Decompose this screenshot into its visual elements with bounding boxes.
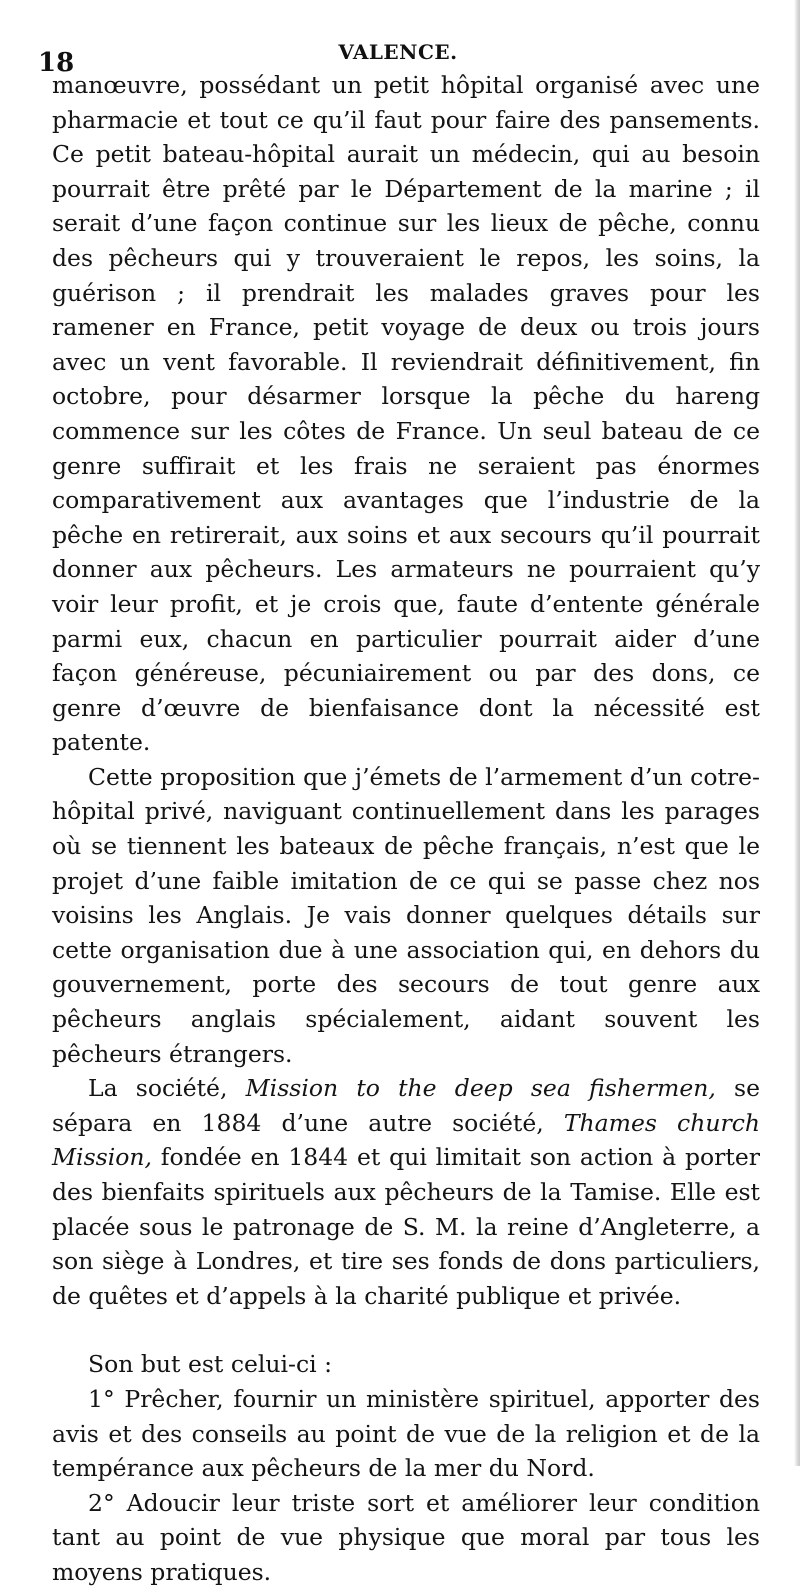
- society-name-mission: Mission to the deep sea fishermen,: [245, 1074, 716, 1103]
- body-text: [52, 68, 760, 1590]
- paragraph-but: Son but est celui-ci :: [88, 1350, 333, 1379]
- list-item-2: 2° Adoucir leur triste sort et améliorer leur condition tant au point de vue physique que moral par tous les moyens pratiques.: [52, 1488, 760, 1586]
- societe-text-start: La société,: [88, 1074, 246, 1103]
- societe-text-middle: se sépara en 1884 d’une autre société,: [52, 1074, 761, 1137]
- page-edge: [794, 0, 800, 1466]
- paragraph-proposition: Cette proposition que j’émets de l’armement d’un cotre-hôpital privé, naviguant continuellement dans les parages où se tiennent les bateaux de pêche français, n’est que le projet d’une faible imitation de ce qui se passe chez nos voisins les Anglais. Je vais donner quelques détails sur cette organisation due à une association qui, en dehors du gouvernement, porte des secours de tout genre aux pêcheurs anglais spécialement, aidant souvent les pêcheurs étrangers.: [52, 762, 760, 1068]
- societe-text-end: fondée en 1844 et qui limitait son action à porter des bienfaits spirituels aux pêcheurs de la Tamise. Elle est placée sous le patronage de S. M. la reine d’Angleterre, a son siège à Londres, et tire ses fonds de dons particuliers, de quêtes et d’appels à la charité publique et privée.: [52, 1143, 760, 1310]
- society-name-thames: Thames church Mission,: [52, 1108, 760, 1172]
- list-item-1: 1° Prêcher, fournir un ministère spirituel, apporter des avis et des conseils au point de vue de la religion et de la tempérance aux pêcheurs de la mer du Nord.: [52, 1384, 760, 1483]
- running-title: VALENCE.: [338, 40, 458, 64]
- page-number: 18: [38, 48, 75, 78]
- paragraph-continuation: manœuvre, possédant un petit hôpital organisé avec une pharmacie et tout ce qu’il faut pour faire des pansements. Ce petit bateau-hôpital aurait un médecin, qui au besoin pourrait être prêté par le Département de la marine ; il serait d’une façon continue sur les lieux de pêche, connu des pêcheurs qui y trouveraient le repos, les soins, la guérison ; il prendrait les malades graves pour les ramener en France, petit voyage de deux ou trois jours avec un vent favorable. Il reviendrait définitivement, fin octobre, pour désarmer lorsque la pêche du hareng commence sur les côtes de France. Un seul bateau de ce genre suffirait et les frais ne seraient pas énormes comparativement aux avantages que l’industrie de la pêche en retirerait, aux soins et aux secours qu’il pourrait donner aux pêcheurs. Les armateurs ne pourraient qu’y voir leur profit, et je crois que, faute d’entente générale parmi eux, chacun en particulier pourrait aider d’une façon généreuse, pécuniairement ou par des dons, ce genre d’œuvre de bienfaisance dont la nécessité est patente.: [52, 71, 760, 757]
- paragraph-societe: [52, 1071, 760, 1313]
